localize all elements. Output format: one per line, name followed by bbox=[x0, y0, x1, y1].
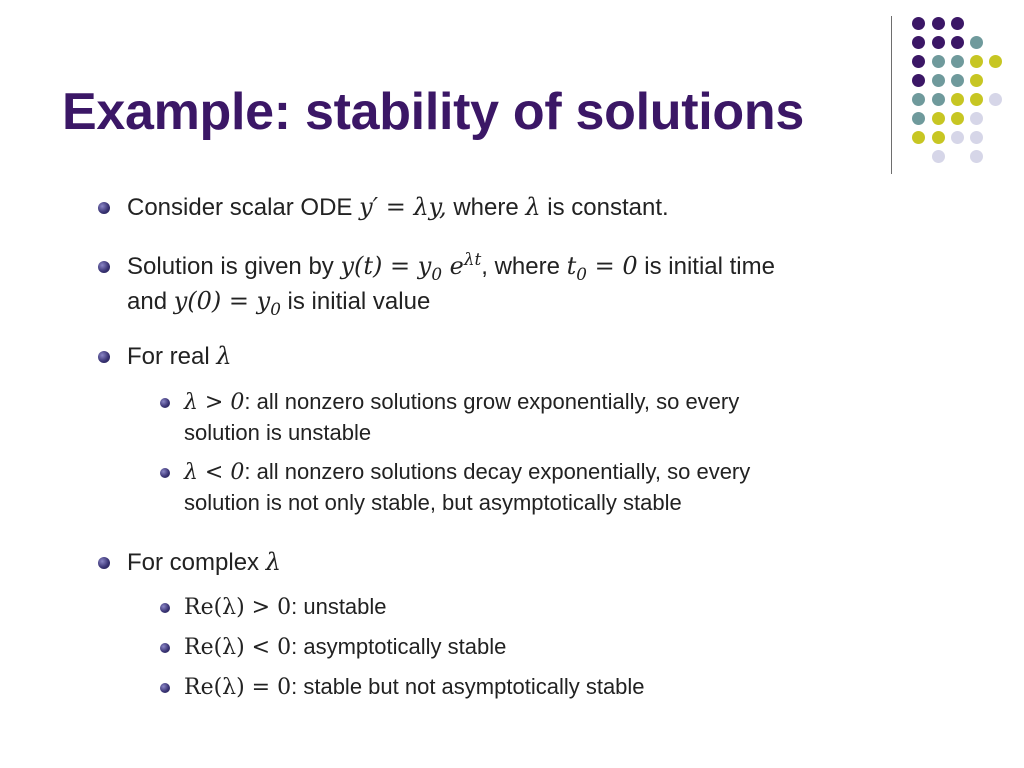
math-condition: Re(λ) < 0 bbox=[184, 635, 292, 660]
decor-dot bbox=[951, 93, 964, 106]
decor-dot bbox=[912, 93, 925, 106]
math-condition: λ > 0 bbox=[184, 390, 245, 415]
decor-dot bbox=[951, 55, 964, 68]
math-initial-time bbox=[566, 252, 638, 284]
math-part: e bbox=[442, 252, 464, 280]
bullet-consider-ode bbox=[127, 190, 669, 225]
bullet-icon bbox=[98, 261, 110, 273]
sub-bullet-re-zero bbox=[184, 671, 645, 703]
decor-dot bbox=[970, 131, 983, 144]
decor-dot bbox=[951, 131, 964, 144]
decor-dot bbox=[989, 93, 1002, 106]
sub-bullet-lambda-positive bbox=[184, 386, 739, 418]
math-part: y(t) = y bbox=[340, 252, 432, 280]
decor-dot bbox=[932, 55, 945, 68]
bullet-text: Consider scalar ODE bbox=[127, 194, 360, 221]
math-lambda: λ bbox=[265, 548, 281, 576]
decor-dot bbox=[912, 55, 925, 68]
math-part: y(0) = y bbox=[173, 287, 271, 315]
decor-dot bbox=[912, 112, 925, 125]
math-superscript: λt bbox=[463, 249, 482, 269]
decor-dot bbox=[932, 131, 945, 144]
math-solution bbox=[340, 249, 482, 284]
sub-bullet-icon bbox=[160, 643, 170, 653]
decor-dot bbox=[932, 112, 945, 125]
math-part: t bbox=[566, 252, 577, 280]
sub-bullet-icon bbox=[160, 683, 170, 693]
math-subscript: 0 bbox=[270, 298, 281, 319]
sub-bullet-icon bbox=[160, 603, 170, 613]
math-condition: Re(λ) = 0 bbox=[184, 675, 292, 700]
decor-dot bbox=[932, 36, 945, 49]
bullet-text: where bbox=[446, 194, 526, 221]
bullet-solution bbox=[127, 249, 775, 284]
sub-bullet-icon bbox=[160, 468, 170, 478]
decor-dot bbox=[912, 17, 925, 30]
math-lambda: λ bbox=[216, 342, 232, 370]
decor-dot bbox=[951, 112, 964, 125]
math-subscript: 0 bbox=[431, 263, 443, 284]
decor-dot bbox=[951, 36, 964, 49]
sub-bullet-lambda-negative-line2: solution is not only stable, but asymptotically stable bbox=[184, 490, 682, 515]
sub-bullet-re-negative bbox=[184, 631, 506, 663]
math-condition: λ < 0 bbox=[184, 460, 245, 485]
sub-bullet-lambda-positive-line2: solution is unstable bbox=[184, 420, 372, 445]
bullet-text: For complex bbox=[127, 549, 266, 576]
decor-dot bbox=[951, 74, 964, 87]
math-part: = 0 bbox=[586, 252, 638, 280]
bullet-text: and bbox=[127, 288, 174, 315]
title-divider-line bbox=[891, 16, 892, 174]
decor-dot bbox=[951, 17, 964, 30]
decor-dot bbox=[970, 112, 983, 125]
sub-bullet-lambda-negative bbox=[184, 456, 750, 488]
decor-dot bbox=[932, 93, 945, 106]
math-subscript: 0 bbox=[576, 263, 587, 284]
decor-dot bbox=[932, 17, 945, 30]
bullet-real-lambda bbox=[127, 339, 232, 374]
bullet-icon bbox=[98, 202, 110, 214]
bullet-text: is constant. bbox=[540, 194, 669, 221]
decor-dot bbox=[912, 74, 925, 87]
bullet-text: is initial value bbox=[280, 288, 431, 315]
decor-dot bbox=[989, 55, 1002, 68]
bullet-text: : unstable bbox=[291, 594, 387, 619]
math-initial-value bbox=[173, 287, 281, 319]
decor-dot bbox=[970, 93, 983, 106]
decor-dot bbox=[970, 74, 983, 87]
math-condition: Re(λ) > 0 bbox=[184, 595, 292, 620]
math-ode: y′ = λy, bbox=[359, 193, 447, 221]
decor-dot bbox=[932, 74, 945, 87]
math-lambda: λ bbox=[525, 193, 541, 221]
bullet-text: For real bbox=[127, 343, 217, 370]
bullet-text: Solution is given by bbox=[127, 253, 341, 280]
bullet-text: : all nonzero solutions decay exponentially, so every bbox=[244, 459, 751, 484]
bullet-complex-lambda bbox=[127, 545, 281, 580]
slide-title: Example: stability of solutions bbox=[62, 83, 804, 141]
sub-bullet-icon bbox=[160, 398, 170, 408]
decor-dot bbox=[912, 131, 925, 144]
sub-bullet-re-positive bbox=[184, 591, 387, 623]
bullet-text: : asymptotically stable bbox=[291, 634, 507, 659]
decor-dot bbox=[912, 36, 925, 49]
bullet-icon bbox=[98, 351, 110, 363]
decor-dot bbox=[932, 150, 945, 163]
decor-dot bbox=[970, 55, 983, 68]
bullet-icon bbox=[98, 557, 110, 569]
bullet-solution-line2 bbox=[127, 284, 430, 319]
bullet-text: where bbox=[487, 253, 567, 280]
decor-dot bbox=[970, 36, 983, 49]
decor-dot bbox=[970, 150, 983, 163]
bullet-text: : stable but not asymptotically stable bbox=[291, 674, 645, 699]
bullet-text: : all nonzero solutions grow exponentially, so every bbox=[244, 389, 740, 414]
bullet-text: , bbox=[481, 253, 488, 280]
bullet-text: is initial time bbox=[637, 253, 775, 280]
